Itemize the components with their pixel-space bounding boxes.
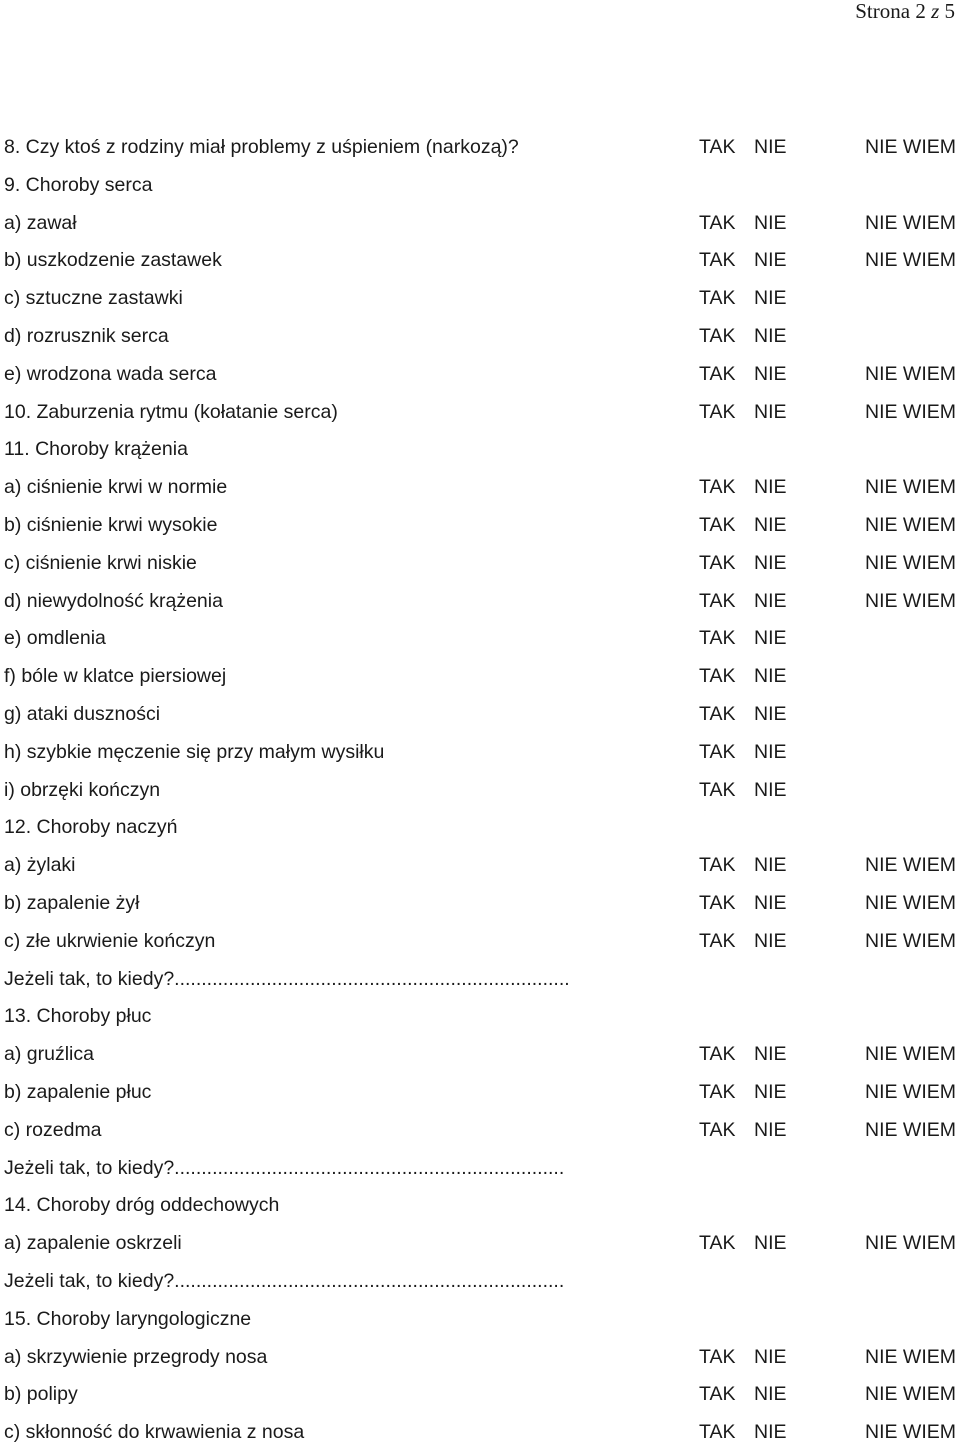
answer-tak[interactable]: TAK — [699, 513, 736, 536]
question-row — [4, 1339, 956, 1377]
question-row — [4, 1074, 956, 1112]
question-row — [4, 318, 956, 356]
answer-tak[interactable]: TAK — [699, 136, 736, 158]
question-row — [4, 583, 956, 621]
answer-nie-wiem[interactable]: NIE WIEM — [865, 136, 956, 158]
question-row — [4, 923, 956, 961]
question-label: d) niewydolność krążenia — [4, 589, 223, 612]
answer-nie[interactable]: NIE — [754, 1080, 787, 1103]
question-label: c) rozedma — [4, 1118, 102, 1141]
answer-tak[interactable]: TAK — [699, 1080, 736, 1103]
section-heading — [4, 809, 956, 847]
answer-nie[interactable]: NIE — [754, 854, 787, 877]
question-label: 11. Choroby krążenia — [4, 438, 188, 461]
answer-nie[interactable]: NIE — [754, 627, 787, 650]
answer-nie-wiem[interactable]: NIE WIEM — [865, 854, 956, 877]
section-heading — [4, 431, 956, 469]
answer-nie[interactable]: NIE — [754, 287, 787, 310]
question-label: b) zapalenie płuc — [4, 1080, 152, 1103]
question-row — [4, 1036, 956, 1074]
answer-tak[interactable]: TAK — [699, 1232, 736, 1255]
question-row — [4, 1112, 956, 1150]
question-label: f) bóle w klatce piersiowej — [4, 665, 227, 688]
answer-nie-wiem[interactable]: NIE WIEM — [865, 249, 956, 272]
answer-tak[interactable]: TAK — [699, 627, 736, 650]
answer-tak[interactable]: TAK — [699, 1421, 736, 1444]
answer-tak[interactable]: TAK — [699, 1345, 736, 1368]
question-label: 10. Zaburzenia rytmu (kołatanie serca) — [4, 400, 338, 423]
answer-tak[interactable]: TAK — [699, 891, 736, 914]
questionnaire-list — [4, 129, 956, 1452]
question-row — [4, 356, 956, 394]
answer-tak[interactable]: TAK — [699, 551, 736, 574]
question-row — [4, 545, 956, 583]
answer-tak[interactable]: TAK — [699, 1118, 736, 1141]
question-row — [4, 1376, 956, 1414]
question-label: Jeżeli tak, to kiedy?......................................................................... — [4, 967, 570, 990]
answer-nie-wiem[interactable]: NIE WIEM — [865, 1421, 956, 1444]
question-label: a) ciśnienie krwi w normie — [4, 476, 228, 499]
answer-nie[interactable]: NIE — [754, 1383, 787, 1406]
question-label: a) zapalenie oskrzeli — [4, 1232, 182, 1255]
answer-tak[interactable]: TAK — [699, 1043, 736, 1066]
answer-nie[interactable]: NIE — [754, 1345, 787, 1368]
answer-tak[interactable]: TAK — [699, 740, 736, 763]
question-label: c) ciśnienie krwi niskie — [4, 551, 197, 574]
answer-nie[interactable]: NIE — [754, 702, 787, 725]
answer-nie-wiem[interactable]: NIE WIEM — [865, 1080, 956, 1103]
question-label: e) omdlenia — [4, 627, 106, 650]
question-row — [4, 1225, 956, 1263]
question-label: b) uszkodzenie zastawek — [4, 249, 222, 272]
section-heading — [4, 167, 956, 205]
answer-tak[interactable]: TAK — [699, 362, 736, 385]
question-label: d) rozrusznik serca — [4, 324, 169, 347]
question-label: b) ciśnienie krwi wysokie — [4, 513, 218, 536]
question-row — [4, 658, 956, 696]
answer-nie-wiem[interactable]: NIE WIEM — [865, 589, 956, 612]
page-word: Strona — [855, 0, 911, 23]
answer-nie[interactable]: NIE — [754, 400, 787, 423]
answer-nie[interactable]: NIE — [754, 1118, 787, 1141]
answer-nie-wiem[interactable]: NIE WIEM — [865, 513, 956, 536]
answer-nie[interactable]: NIE — [754, 929, 787, 952]
answer-nie[interactable]: NIE — [754, 513, 787, 536]
page-of: z — [931, 0, 940, 23]
answer-nie[interactable]: NIE — [754, 1232, 787, 1255]
answer-tak[interactable]: TAK — [699, 476, 736, 499]
answer-tak[interactable]: TAK — [699, 702, 736, 725]
answer-tak[interactable]: TAK — [699, 778, 736, 801]
question-label: 12. Choroby naczyń — [4, 816, 178, 839]
question-label: 8. Czy ktoś z rodziny miał problemy z uśpieniem (narkozą)? — [4, 136, 519, 158]
answer-nie-wiem[interactable]: NIE WIEM — [865, 400, 956, 423]
answer-nie-wiem[interactable]: NIE WIEM — [865, 476, 956, 499]
question-row — [4, 205, 956, 243]
answer-nie[interactable]: NIE — [754, 740, 787, 763]
answer-nie[interactable]: NIE — [754, 249, 787, 272]
question-row — [4, 280, 956, 318]
question-row — [4, 129, 956, 167]
answer-nie[interactable]: NIE — [754, 891, 787, 914]
question-label: 15. Choroby laryngologiczne — [4, 1307, 252, 1330]
question-row — [4, 469, 956, 507]
answer-nie-wiem[interactable]: NIE WIEM — [865, 1345, 956, 1368]
question-row — [4, 772, 956, 810]
question-label: g) ataki duszności — [4, 702, 161, 725]
question-label: i) obrzęki kończyn — [4, 778, 161, 801]
question-row — [4, 242, 956, 280]
answer-nie[interactable]: NIE — [754, 476, 787, 499]
answer-nie[interactable]: NIE — [754, 136, 787, 158]
question-row — [4, 507, 956, 545]
question-row — [4, 885, 956, 923]
answer-tak[interactable]: TAK — [699, 1383, 736, 1406]
question-label: a) gruźlica — [4, 1043, 94, 1066]
question-row — [4, 696, 956, 734]
answer-nie[interactable]: NIE — [754, 1421, 787, 1444]
section-heading — [4, 961, 956, 999]
question-label: 13. Choroby płuc — [4, 1005, 152, 1028]
answer-nie-wiem[interactable]: NIE WIEM — [865, 211, 956, 234]
question-label: c) sztuczne zastawki — [4, 287, 183, 310]
answer-nie[interactable]: NIE — [754, 551, 787, 574]
answer-nie-wiem[interactable]: NIE WIEM — [865, 929, 956, 952]
question-label: 9. Choroby serca — [4, 173, 153, 196]
answer-tak[interactable]: TAK — [699, 929, 736, 952]
answer-nie-wiem[interactable]: NIE WIEM — [865, 1383, 956, 1406]
answer-tak[interactable]: TAK — [699, 665, 736, 688]
answer-nie-wiem[interactable]: NIE WIEM — [865, 891, 956, 914]
answer-nie[interactable]: NIE — [754, 362, 787, 385]
section-heading — [4, 998, 956, 1036]
answer-nie-wiem[interactable]: NIE WIEM — [865, 551, 956, 574]
answer-tak[interactable]: TAK — [699, 589, 736, 612]
section-heading — [4, 1187, 956, 1225]
question-label: 14. Choroby dróg oddechowych — [4, 1194, 280, 1217]
answer-nie[interactable]: NIE — [754, 1043, 787, 1066]
answer-tak[interactable]: TAK — [699, 249, 736, 272]
answer-tak[interactable]: TAK — [699, 854, 736, 877]
answer-tak[interactable]: TAK — [699, 324, 736, 347]
question-row — [4, 620, 956, 658]
answer-nie[interactable]: NIE — [754, 778, 787, 801]
answer-nie-wiem[interactable]: NIE WIEM — [865, 1118, 956, 1141]
question-row — [4, 734, 956, 772]
section-heading — [4, 1263, 956, 1301]
question-label: Jeżeli tak, to kiedy?........................................................................ — [4, 1156, 565, 1179]
answer-tak[interactable]: TAK — [699, 287, 736, 310]
question-label: b) zapalenie żył — [4, 891, 140, 914]
answer-tak[interactable]: TAK — [699, 211, 736, 234]
section-heading — [4, 1301, 956, 1339]
current-page: 2 — [915, 0, 926, 23]
total-pages: 5 — [944, 0, 955, 23]
answer-nie-wiem[interactable]: NIE WIEM — [865, 362, 956, 385]
answer-nie-wiem[interactable]: NIE WIEM — [865, 1043, 956, 1066]
answer-tak[interactable]: TAK — [699, 400, 736, 423]
question-label: c) złe ukrwienie kończyn — [4, 929, 216, 952]
question-label: a) skrzywienie przegrody nosa — [4, 1345, 268, 1368]
question-label: a) zawał — [4, 211, 77, 234]
question-row — [4, 847, 956, 885]
question-label: c) skłonność do krwawienia z nosa — [4, 1421, 305, 1444]
section-heading — [4, 1150, 956, 1188]
question-label: b) polipy — [4, 1383, 78, 1406]
question-label: Jeżeli tak, to kiedy?........................................................................ — [4, 1269, 565, 1292]
answer-nie[interactable]: NIE — [754, 324, 787, 347]
question-label: a) żylaki — [4, 854, 76, 877]
answer-nie[interactable]: NIE — [754, 665, 787, 688]
question-label: e) wrodzona wada serca — [4, 362, 217, 385]
question-row — [4, 1414, 956, 1452]
answer-nie-wiem[interactable]: NIE WIEM — [865, 1232, 956, 1255]
page-number — [855, 0, 955, 22]
answer-nie[interactable]: NIE — [754, 211, 787, 234]
answer-nie[interactable]: NIE — [754, 589, 787, 612]
question-label: h) szybkie męczenie się przy małym wysiłku — [4, 740, 385, 763]
question-row — [4, 394, 956, 432]
